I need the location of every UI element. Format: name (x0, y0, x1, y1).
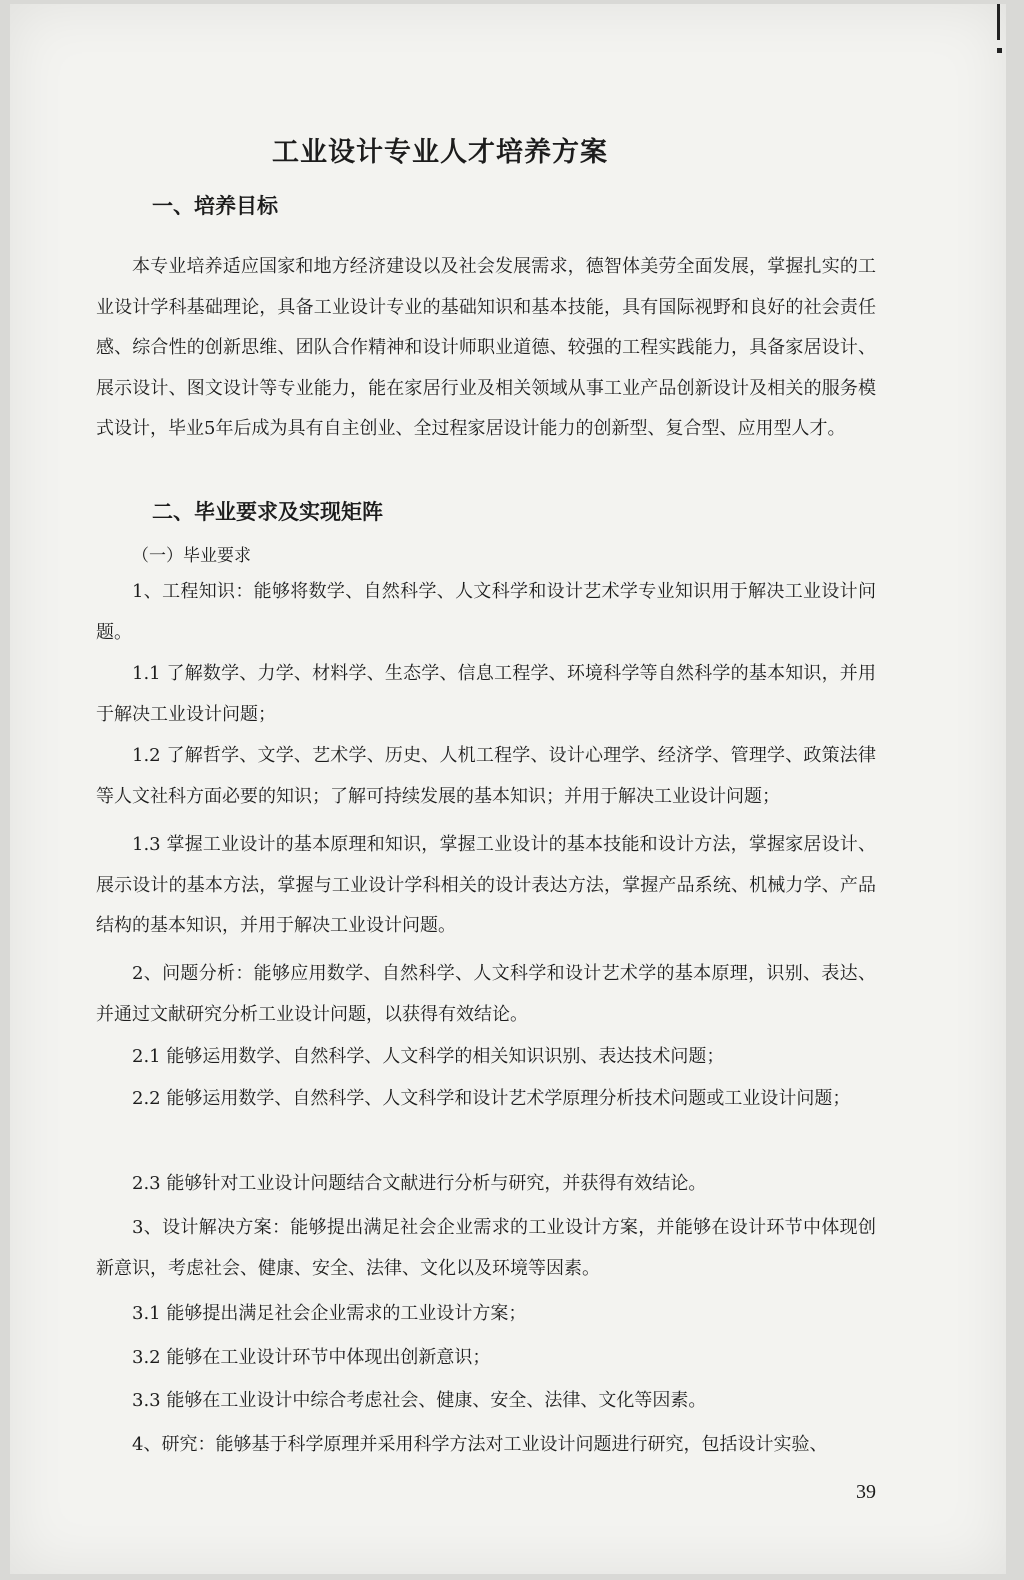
requirement-item: 2.1 能够运用数学、自然科学、人文科学的相关知识识别、表达技术问题； (132, 1046, 725, 1067)
requirement-item: 3.3 能够在工业设计中综合考虑社会、健康、安全、法律、文化等因素。 (132, 1390, 707, 1411)
section-heading-training-goals: 一、培养目标 (152, 194, 278, 218)
requirement-item: 1.1 了解数学、力学、材料学、生态学、信息工程学、环境科学等自然科学的基本知识，并用于解决工业设计问题； (96, 663, 876, 725)
document-title: 工业设计专业人才培养方案 (272, 137, 608, 168)
requirement-item: 3、设计解决方案：能够提出满足社会企业需求的工业设计方案，并能够在设计环节中体现创新意识，考虑社会、健康、安全、法律、文化以及环境等因素。 (96, 1217, 876, 1279)
page-number: 39 (856, 1481, 876, 1503)
section-heading-graduation-requirements: 二、毕业要求及实现矩阵 (152, 500, 383, 524)
requirement-item: 1.2 了解哲学、文学、艺术学、历史、人机工程学、设计心理学、经济学、管理学、政策法律等人文社科方面必要的知识；了解可持续发展的基本知识；并用于解决工业设计问题； (96, 745, 876, 807)
binding-tick (997, 48, 1002, 53)
binding-mark (997, 4, 1000, 40)
requirement-item: 2.2 能够运用数学、自然科学、人文科学和设计艺术学原理分析技术问题或工业设计问题； (132, 1088, 851, 1109)
requirement-item: 2.3 能够针对工业设计问题结合文献进行分析与研究，并获得有效结论。 (132, 1173, 707, 1194)
requirement-item: 1、工程知识：能够将数学、自然科学、人文科学和设计艺术学专业知识用于解决工业设计问题。 (96, 581, 876, 643)
requirement-item: 1.3 掌握工业设计的基本原理和知识，掌握工业设计的基本技能和设计方法，掌握家居设计、展示设计的基本方法，掌握与工业设计学科相关的设计表达方法，掌握产品系统、机械力学、产品结构的基本知识，并用于解决工业设计问题。 (96, 834, 876, 936)
subheading-graduation-requirements: （一）毕业要求 (132, 546, 251, 566)
training-goals-paragraph: 本专业培养适应国家和地方经济建设以及社会发展需求，德智体美劳全面发展，掌握扎实的工业设计学科基础理论，具备工业设计专业的基础知识和基本技能，具有国际视野和良好的社会责任感、综合性的创新思维、团队合作精神和设计师职业道德、较强的工程实践能力，具备家居设计、展示设计、图文设计等专业能力，能在家居行业及相关领域从事工业产品创新设计及相关的服务模式设计，毕业5年后成为具有自主创业、全过程家居设计能力的创新型、复合型、应用型人才。 (96, 256, 876, 439)
requirement-item: 4、研究：能够基于科学原理并采用科学方法对工业设计问题进行研究，包括设计实验、 (132, 1434, 828, 1455)
document-page (10, 4, 1006, 1574)
requirement-item: 3.1 能够提出满足社会企业需求的工业设计方案； (132, 1303, 527, 1324)
requirement-item: 3.2 能够在工业设计环节中体现出创新意识； (132, 1347, 491, 1368)
requirement-item: 2、问题分析：能够应用数学、自然科学、人文科学和设计艺术学的基本原理，识别、表达、并通过文献研究分析工业设计问题，以获得有效结论。 (96, 963, 876, 1025)
